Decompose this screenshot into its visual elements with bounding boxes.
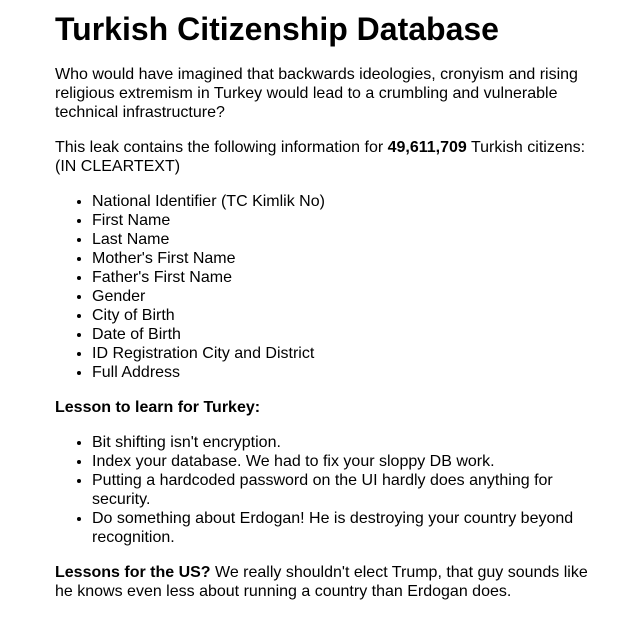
intro-line: Who would have imagined that backwards ideologies, cronyism and rising bbox=[55, 66, 578, 83]
us-lessons-paragraph bbox=[55, 563, 617, 601]
list-item bbox=[92, 363, 617, 382]
leaked-fields-list bbox=[55, 192, 617, 382]
list-item-line: security. bbox=[92, 491, 151, 508]
intro-paragraph bbox=[55, 65, 617, 122]
intro-line: religious extremism in Turkey would lead to a crumbling and vulnerable bbox=[55, 85, 558, 102]
list-item-line: • ID Registration City and District bbox=[92, 345, 315, 362]
list-item-line: • Last Name bbox=[92, 231, 170, 248]
list-item-line: • Date of Birth bbox=[92, 326, 181, 343]
cleartext-note: (IN CLEARTEXT) bbox=[55, 158, 181, 175]
list-item-line: • Bit shifting isn't encryption. bbox=[92, 434, 281, 451]
list-item bbox=[92, 344, 617, 363]
list-item bbox=[92, 192, 617, 211]
leak-summary-suffix: Turkish citizens: bbox=[466, 139, 586, 156]
us-lessons-line: he knows even less about running a country than Erdogan does. bbox=[55, 583, 512, 600]
list-item-line: • Father's First Name bbox=[92, 269, 232, 286]
list-item bbox=[92, 452, 617, 471]
list-item bbox=[92, 230, 617, 249]
turkey-lessons-heading-text: Lesson to learn for Turkey: bbox=[55, 399, 261, 416]
list-item-line: • Mother's First Name bbox=[92, 250, 236, 267]
list-item-line: • City of Birth bbox=[92, 307, 175, 324]
page-title: Turkish Citizenship Database bbox=[55, 11, 499, 47]
list-item-line: • Do something about Erdogan! He is destroying your country beyond bbox=[92, 510, 574, 527]
list-item bbox=[92, 268, 617, 287]
list-item bbox=[92, 433, 617, 452]
us-lessons-lead: Lessons for the US? bbox=[55, 564, 211, 581]
intro-line: technical infrastructure? bbox=[55, 104, 225, 121]
list-item bbox=[92, 287, 617, 306]
list-item bbox=[92, 249, 617, 268]
content-area bbox=[0, 11, 627, 601]
list-item-line: recognition. bbox=[92, 529, 175, 546]
list-item-line: • Putting a hardcoded password on the UI hardly does anything for bbox=[92, 472, 553, 489]
leak-summary-line bbox=[55, 138, 617, 157]
leak-summary-paragraph bbox=[55, 138, 617, 176]
leak-summary-prefix: This leak contains the following information for bbox=[55, 139, 388, 156]
list-item bbox=[92, 509, 617, 547]
us-lessons-line1-rest: We really shouldn't elect Trump, that guy sounds like bbox=[210, 564, 588, 581]
list-item bbox=[92, 211, 617, 230]
page-body bbox=[0, 11, 627, 623]
turkey-lessons-list bbox=[55, 433, 617, 547]
list-item bbox=[92, 306, 617, 325]
us-lessons-line bbox=[55, 563, 617, 582]
list-item bbox=[92, 325, 617, 344]
list-item-line: • First Name bbox=[92, 212, 171, 229]
turkey-lessons-heading bbox=[55, 398, 617, 417]
list-item-line: • National Identifier (TC Kimlik No) bbox=[92, 193, 325, 210]
list-item-line: • Index your database. We had to fix your sloppy DB work. bbox=[92, 453, 495, 470]
list-item-line: • Gender bbox=[92, 288, 146, 305]
citizen-count: 49,611,709 bbox=[387, 139, 467, 156]
list-item-line: • Full Address bbox=[92, 364, 181, 381]
list-item bbox=[92, 471, 617, 509]
